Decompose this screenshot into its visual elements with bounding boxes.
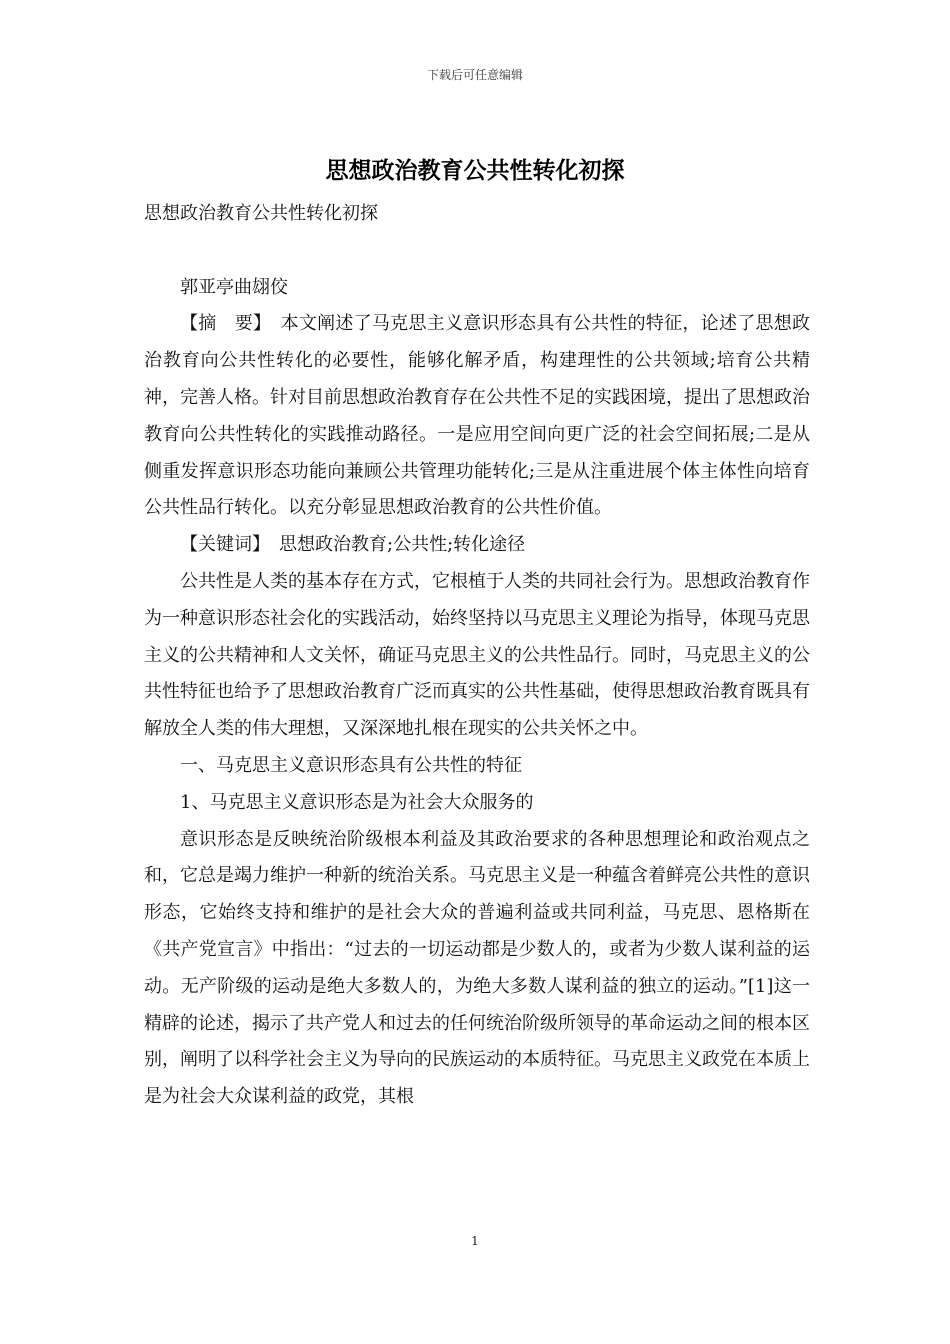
document-title: 思想政治教育公共性转化初探 <box>325 158 625 184</box>
page-number: 1 <box>471 1234 479 1248</box>
body-paragraph: 意识形态是反映统治阶级根本利益及其政治要求的各种思想理论和政治观点之和，它总是竭力维护一种新的统治关系。马克思主义是一种蕴含着鲜亮公共性的意识形态，它始终支持和维护的是社会大众的普遍利益或共同利益，马克思、恩格斯在《共产党宣言》中指出：“过去的一切运动都是少数人的，或者为少数人谋利益的运动。无产阶级的运动是绝大多数人的，为绝大多数人谋利益的独立的运动。”[1]这一精辟的论述，揭示了共产党人和过去的任何统治阶级所领导的革命运动之间的根本区别，阐明了以科学社会主义为导向的民族运动的本质特征。马克思主义政党在本质上是为社会大众谋利益的政党，其根 <box>144 828 810 1108</box>
section-heading: 一、马克思主义意识形态具有公共性的特征 <box>180 754 522 776</box>
abstract-paragraph <box>144 306 810 527</box>
blank-line <box>144 233 810 270</box>
header-note: 下载后可任意编辑 <box>426 68 523 82</box>
keywords-text: 思想政治教育;公共性;转化途径 <box>279 534 526 556</box>
keywords-label: 【关键词】 <box>180 534 261 556</box>
subtitle: 思想政治教育公共性转化初探 <box>144 203 378 224</box>
author-line: 郭亚亭曲翃佼 <box>180 276 288 298</box>
document-body <box>144 196 810 1116</box>
abstract-label: 【摘 要】 <box>180 313 263 335</box>
subsection-heading: 1、马克思主义意识形态是为社会大众服务的 <box>180 791 534 813</box>
intro-paragraph: 公共性是人类的基本存在方式，它根植于人类的共同社会行为。思想政治教育作为一种意识形态社会化的实践活动，始终坚持以马克思主义理论为指导，体现马克思主义的公共精神和人文关怀，确证马克思主义的公共性品行。同时，马克思主义的公共性特征也给予了思想政治教育广泛而真实的公共性基础，使得思想政治教育既具有解放全人类的伟大理想，又深深地扎根在现实的公共关怀之中。 <box>144 570 810 740</box>
keywords-paragraph <box>144 527 810 564</box>
abstract-text: 本文阐述了马克思主义意识形态具有公共性的特征，论述了思想政治教育向公共性转化的必要性，能够化解矛盾，构建理性的公共领域;培育公共精神，完善人格。针对目前思想政治教育存在公共性不足的实践困境，提出了思想政治教育向公共性转化的实践推动路径。一是应用空间向更广泛的社会空间拓展;二是从侧重发挥意识形态功能向兼顾公共管理功能转化;三是从注重进展个体主体性向培育公共性品行转化。以充分彰显思想政治教育的公共性价值。 <box>144 313 811 519</box>
